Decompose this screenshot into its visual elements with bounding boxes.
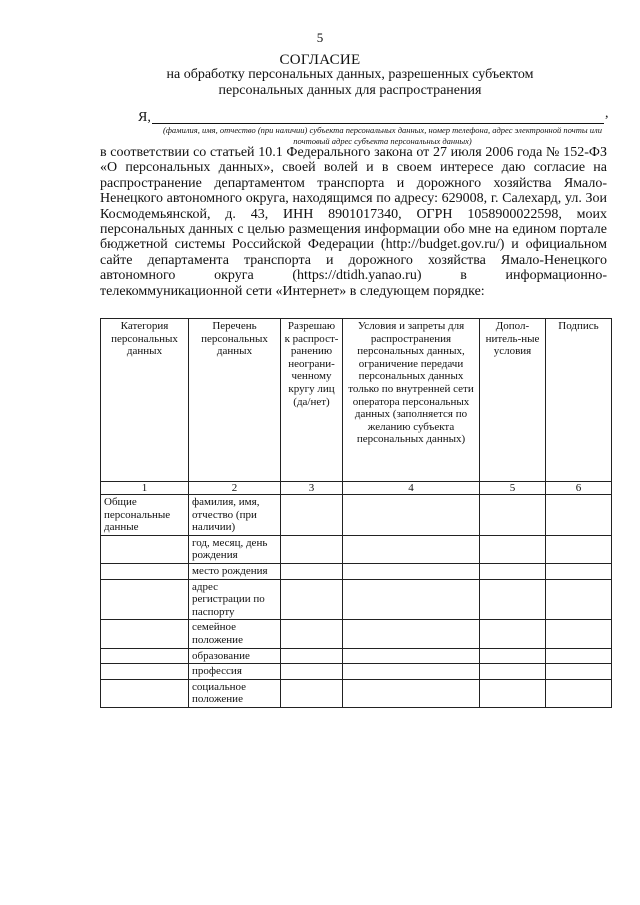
permit-cell[interactable] <box>281 679 343 707</box>
conditions-cell[interactable] <box>343 679 480 707</box>
header-permit: Разрешаю к распрост-ранению неограни-ченному кругу лиц (да/нет) <box>281 319 343 482</box>
conditions-cell[interactable] <box>343 620 480 648</box>
document-subtitle: на обработку персональных данных, разрешенных субъектом персональных данных для распространения <box>166 67 534 98</box>
conditions-cell[interactable] <box>343 495 480 536</box>
table-row <box>101 563 612 579</box>
category-cell <box>101 535 189 563</box>
category-cell <box>101 579 189 620</box>
conditions-cell[interactable] <box>343 664 480 680</box>
data-item: социальное положение <box>189 679 281 707</box>
column-number: 3 <box>281 482 343 495</box>
conditions-cell[interactable] <box>343 648 480 664</box>
data-item: образование <box>189 648 281 664</box>
table-row <box>101 535 612 563</box>
additional-cell[interactable] <box>480 648 546 664</box>
signature-cell[interactable] <box>546 664 612 680</box>
permit-cell[interactable] <box>281 563 343 579</box>
column-number: 6 <box>546 482 612 495</box>
table-row <box>101 648 612 664</box>
permit-cell[interactable] <box>281 495 343 536</box>
column-number: 4 <box>343 482 480 495</box>
category-cell: Общие персональные данные <box>101 495 189 536</box>
column-number: 5 <box>480 482 546 495</box>
header-category: Категория персональных данных <box>101 319 189 482</box>
category-cell <box>101 664 189 680</box>
additional-cell[interactable] <box>480 563 546 579</box>
additional-cell[interactable] <box>480 495 546 536</box>
table-row <box>101 664 612 680</box>
header-list: Перечень персональных данных <box>189 319 281 482</box>
table-row <box>101 579 612 620</box>
permit-cell[interactable] <box>281 579 343 620</box>
permit-cell[interactable] <box>281 620 343 648</box>
data-item: адрес регистрации по паспорту <box>189 579 281 620</box>
consent-table <box>100 318 612 708</box>
additional-cell[interactable] <box>480 620 546 648</box>
header-signature: Подпись <box>546 319 612 482</box>
permit-cell[interactable] <box>281 648 343 664</box>
additional-cell[interactable] <box>480 535 546 563</box>
ya-label: Я, <box>138 110 151 125</box>
data-item: профессия <box>189 664 281 680</box>
table-row <box>101 679 612 707</box>
category-cell <box>101 620 189 648</box>
data-item: фамилия, имя, отчество (при наличии) <box>189 495 281 536</box>
conditions-cell[interactable] <box>343 535 480 563</box>
conditions-cell[interactable] <box>343 563 480 579</box>
additional-cell[interactable] <box>480 679 546 707</box>
additional-cell[interactable] <box>480 664 546 680</box>
table-row <box>101 620 612 648</box>
consent-body-text: в соответствии со статьей 10.1 Федерального закона от 27 июля 2006 года № 152-ФЗ «О персональных данных», своей волей и в своем интересе даю согласие на распространение департаментом транспорта и дорожного хозяйства Ямало-Ненецкого автономного округа, находящимся по адресу: 629008, г. Салехард, ул. Зои Космодемьянской, д. 43, ИНН 8901017340, ОГРН 1058900022598, моих персональных данных с целью размещения информации обо мне на едином портале бюджетной системы Российской Федерации (http://budget.gov.ru/) и официальном сайте департамента транспорта и дорожного хозяйства Ямало-Ненецкого автономного округа (https://dtidh.yanao.ru) в информационно-телекоммуникационной сети «Интернет» в следующем порядке: <box>100 145 607 299</box>
data-item: место рождения <box>189 563 281 579</box>
ya-comma: , <box>605 106 609 121</box>
category-cell <box>101 563 189 579</box>
document-title: СОГЛАСИЕ <box>279 52 361 68</box>
page-number: 5 <box>316 30 324 45</box>
category-cell <box>101 648 189 664</box>
signature-cell[interactable] <box>546 563 612 579</box>
signature-cell[interactable] <box>546 535 612 563</box>
permit-cell[interactable] <box>281 535 343 563</box>
header-conditions: Условия и запреты для распространения персональных данных, ограничение передачи персональных данных только по внутренней сети оператора персональных данных (заполняется по желанию субъекта персональных данных) <box>343 319 480 482</box>
additional-cell[interactable] <box>480 579 546 620</box>
data-item: год, месяц, день рождения <box>189 535 281 563</box>
name-field-hint: (фамилия, имя, отчество (при наличии) субъекта персональных данных, номер телефона, адрес электронной почты или почтовый адрес субъекта персональных данных) <box>163 125 602 146</box>
category-cell <box>101 679 189 707</box>
signature-cell[interactable] <box>546 579 612 620</box>
data-item: семейное положение <box>189 620 281 648</box>
name-fill-line[interactable] <box>152 123 604 124</box>
column-number: 1 <box>101 482 189 495</box>
permit-cell[interactable] <box>281 664 343 680</box>
header-additional: Допол-нитель-ные условия <box>480 319 546 482</box>
signature-cell[interactable] <box>546 495 612 536</box>
signature-cell[interactable] <box>546 648 612 664</box>
signature-cell[interactable] <box>546 679 612 707</box>
table-row <box>101 495 612 536</box>
signature-cell[interactable] <box>546 620 612 648</box>
conditions-cell[interactable] <box>343 579 480 620</box>
column-number: 2 <box>189 482 281 495</box>
